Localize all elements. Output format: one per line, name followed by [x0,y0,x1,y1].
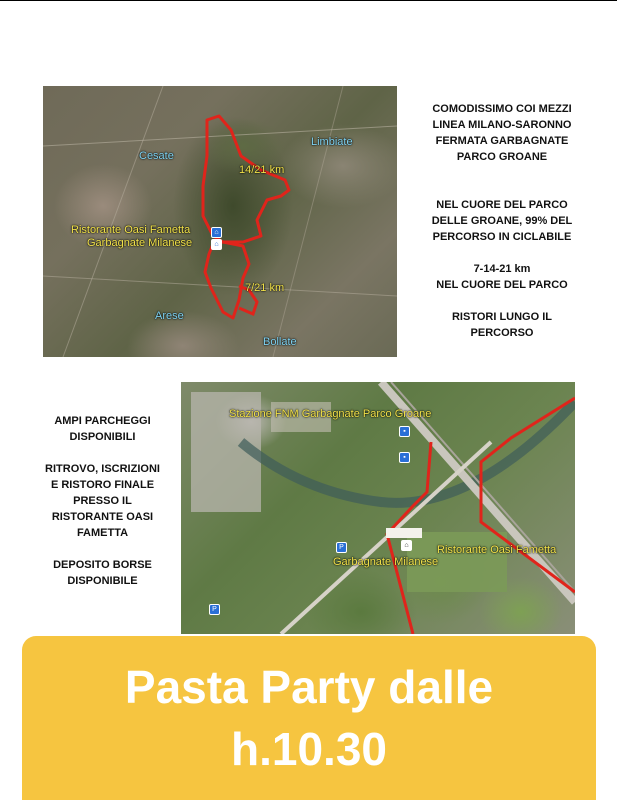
restaurant-pin-icon[interactable]: ⌂ [401,540,412,551]
info-text: PRESSO IL [73,495,132,507]
ristorante-label: Ristorante Oasi Fametta [437,544,557,556]
parking-pin-icon-2[interactable]: P [209,604,220,615]
info-text: LINEA MILANO-SARONNO [432,119,572,131]
info-text: NEL CUORE DEL PARCO [436,199,568,211]
info-left-column [30,413,175,589]
train-pin-icon[interactable]: ▪ [399,452,410,463]
info-text: DEPOSITO BORSE [53,559,152,571]
pasta-party-banner [22,636,596,800]
info-text: COMODISSIMO COI MEZZI [432,103,572,115]
info-text: RISTORANTE OASI [51,511,154,523]
info-text: DELLE GROANE, 99% DEL [431,215,573,227]
station-pin-icon[interactable]: ▪ [399,426,410,437]
info-text: PERCORSO [470,327,534,339]
km7-label: 7/21 km [245,282,285,294]
info-text: DISPONIBILE [67,575,138,587]
banner-line2: h.10.30 [231,723,387,775]
cesate-label: Cesate [139,150,174,162]
parking-pin-icon[interactable]: P [336,542,347,553]
restaurant-pin-icon[interactable]: ⌂ [211,227,222,238]
arese-label: Arese [155,310,184,322]
home-pin-icon[interactable]: ⌂ [211,239,222,250]
info-text: NEL CUORE DEL PARCO [436,279,568,291]
bollate-label: Bollate [263,336,297,348]
info-right-column [398,101,606,341]
banner-line1: Pasta Party dalle [124,661,494,713]
ristorante-label-line1: Ristorante Oasi Fametta [71,224,191,236]
ristorante-label-line2: Garbagnate Milanese [87,237,193,249]
info-text: DISPONIBILI [69,431,136,443]
garbagnate-label: Garbagnate Milanese [333,556,439,568]
limbiate-label: Limbiate [311,136,353,148]
info-text: E RISTORO FINALE [50,479,155,491]
top-divider [0,0,617,1]
info-text: AMPI PARCHEGGI [54,415,151,427]
info-text: RITROVO, ISCRIZIONI [45,463,160,475]
banner-text [22,656,596,780]
info-text: FAMETTA [76,527,129,539]
venue-map-satellite[interactable] [181,382,575,634]
stazione-label: Stazione FNM Garbagnate Parco Groane [229,408,432,420]
info-text: PERCORSO IN CICLABILE [432,231,572,243]
info-text: FERMATA GARBAGNATE [435,135,569,147]
km14-label: 14/21 km [239,164,285,176]
info-text: 7-14-21 km [473,263,531,275]
route-map-satellite[interactable] [43,86,397,357]
info-text: PARCO GROANE [456,151,548,163]
info-text: RISTORI LUNGO IL [451,311,553,323]
route-overlay [43,86,397,357]
